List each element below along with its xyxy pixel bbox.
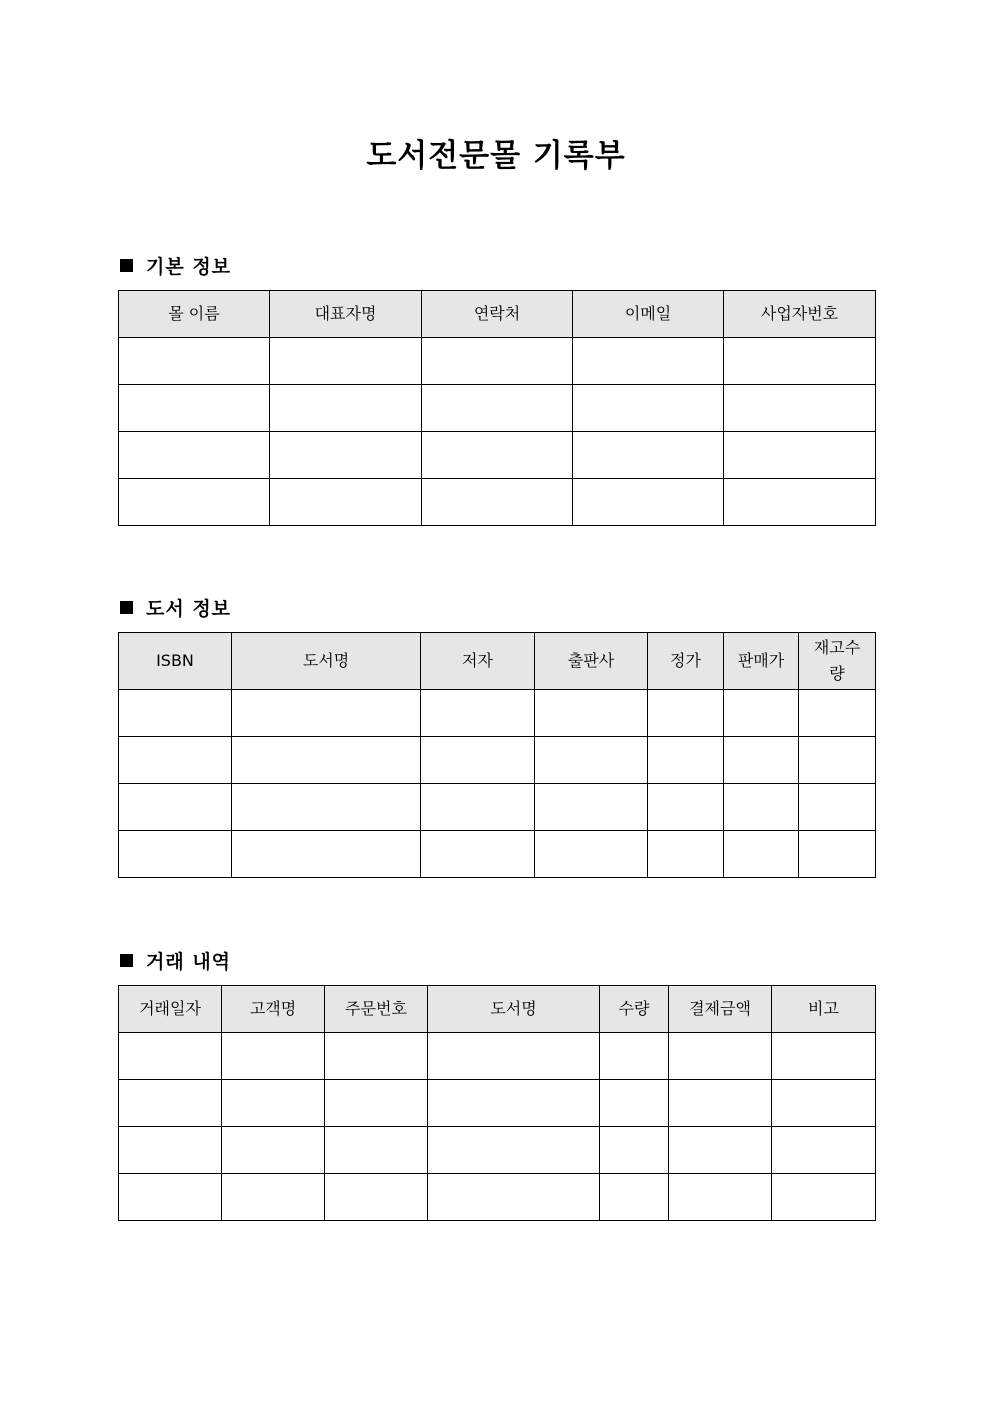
table-cell[interactable] [119, 1080, 222, 1127]
table-row [119, 1080, 876, 1127]
table-cell[interactable] [119, 479, 270, 526]
column-header-author: 저자 [421, 633, 535, 690]
table-cell[interactable] [232, 784, 421, 831]
book-info-section [118, 594, 875, 878]
column-header-quantity: 수량 [600, 986, 669, 1033]
table-cell[interactable] [648, 737, 724, 784]
table-cell[interactable] [573, 338, 724, 385]
table-cell[interactable] [648, 831, 724, 878]
table-cell[interactable] [600, 1127, 669, 1174]
table-cell[interactable] [222, 1080, 325, 1127]
table-cell[interactable] [772, 1033, 876, 1080]
column-header-transaction-date: 거래일자 [119, 986, 222, 1033]
column-header-payment-amount: 결제금액 [669, 986, 772, 1033]
table-cell[interactable] [669, 1127, 772, 1174]
table-cell[interactable] [573, 432, 724, 479]
table-cell[interactable] [428, 1127, 600, 1174]
table-cell[interactable] [232, 831, 421, 878]
table-cell[interactable] [422, 432, 573, 479]
transaction-section [118, 947, 875, 1221]
book-info-heading [118, 594, 875, 620]
table-cell[interactable] [600, 1174, 669, 1221]
table-cell[interactable] [724, 784, 799, 831]
column-header-list-price: 정가 [648, 633, 724, 690]
table-row [119, 479, 876, 526]
page-title: 도서전문몰 기록부 [366, 138, 626, 174]
stock-quantity-label: 재고수량 [813, 638, 861, 683]
table-cell[interactable] [669, 1033, 772, 1080]
table-row [119, 1127, 876, 1174]
table-row [119, 784, 876, 831]
table-row [119, 1174, 876, 1221]
table-cell[interactable] [799, 831, 876, 878]
transaction-heading [118, 947, 875, 973]
table-cell[interactable] [648, 784, 724, 831]
table-cell[interactable] [724, 432, 876, 479]
table-cell[interactable] [573, 385, 724, 432]
table-cell[interactable] [428, 1033, 600, 1080]
table-cell[interactable] [799, 737, 876, 784]
column-header-sale-price: 판매가 [724, 633, 799, 690]
table-cell[interactable] [724, 690, 799, 737]
table-cell[interactable] [669, 1080, 772, 1127]
column-header-remarks: 비고 [772, 986, 876, 1033]
table-cell[interactable] [422, 338, 573, 385]
basic-info-section [118, 252, 875, 526]
table-cell[interactable] [421, 831, 535, 878]
table-cell[interactable] [232, 737, 421, 784]
table-cell[interactable] [799, 784, 876, 831]
table-cell[interactable] [428, 1080, 600, 1127]
table-cell[interactable] [724, 479, 876, 526]
column-header-order-number: 주문번호 [325, 986, 428, 1033]
book-info-table [118, 632, 876, 878]
square-bullet-icon [120, 601, 133, 614]
table-cell[interactable] [270, 479, 422, 526]
table-cell[interactable] [535, 784, 648, 831]
table-cell[interactable] [573, 479, 724, 526]
basic-info-heading-label: 기본 정보 [146, 255, 232, 278]
table-cell[interactable] [325, 1127, 428, 1174]
table-cell[interactable] [724, 338, 876, 385]
table-cell[interactable] [724, 831, 799, 878]
column-header-book-title: 도서명 [428, 986, 600, 1033]
table-cell[interactable] [270, 338, 422, 385]
square-bullet-icon [120, 954, 133, 967]
transaction-table [118, 985, 876, 1221]
column-header-email: 이메일 [573, 291, 724, 338]
basic-info-heading [118, 252, 875, 278]
table-cell[interactable] [119, 385, 270, 432]
table-cell[interactable] [119, 784, 232, 831]
table-cell[interactable] [119, 831, 232, 878]
column-header-contact: 연락처 [422, 291, 573, 338]
table-cell[interactable] [799, 690, 876, 737]
table-header-row [119, 633, 876, 690]
column-header-representative: 대표자명 [270, 291, 422, 338]
column-header-mall-name: 몰 이름 [119, 291, 270, 338]
table-cell[interactable] [772, 1080, 876, 1127]
table-cell[interactable] [648, 690, 724, 737]
table-cell[interactable] [325, 1174, 428, 1221]
table-row [119, 1033, 876, 1080]
table-cell[interactable] [421, 737, 535, 784]
basic-info-table [118, 290, 876, 526]
table-cell[interactable] [119, 1174, 222, 1221]
table-cell[interactable] [222, 1033, 325, 1080]
table-cell[interactable] [270, 432, 422, 479]
table-cell[interactable] [772, 1127, 876, 1174]
table-cell[interactable] [535, 690, 648, 737]
table-row [119, 432, 876, 479]
table-cell[interactable] [222, 1127, 325, 1174]
square-bullet-icon [120, 259, 133, 272]
book-info-heading-label: 도서 정보 [146, 597, 232, 620]
table-row [119, 690, 876, 737]
table-cell[interactable] [232, 690, 421, 737]
table-cell[interactable] [119, 1127, 222, 1174]
table-cell[interactable] [535, 737, 648, 784]
table-cell[interactable] [724, 385, 876, 432]
table-cell[interactable] [119, 690, 232, 737]
table-cell[interactable] [222, 1174, 325, 1221]
table-cell[interactable] [600, 1080, 669, 1127]
table-row [119, 385, 876, 432]
column-header-isbn: ISBN [119, 633, 232, 690]
table-row [119, 831, 876, 878]
table-cell[interactable] [600, 1033, 669, 1080]
column-header-business-number: 사업자번호 [724, 291, 876, 338]
table-cell[interactable] [119, 338, 270, 385]
column-header-publisher: 출판사 [535, 633, 648, 690]
table-cell[interactable] [119, 737, 232, 784]
transaction-heading-label: 거래 내역 [146, 950, 232, 973]
table-header-row [119, 291, 876, 338]
column-header-stock-quantity [799, 633, 876, 690]
table-cell[interactable] [119, 1033, 222, 1080]
table-cell[interactable] [422, 385, 573, 432]
table-cell[interactable] [422, 479, 573, 526]
table-row [119, 338, 876, 385]
table-cell[interactable] [669, 1174, 772, 1221]
table-cell[interactable] [428, 1174, 600, 1221]
table-cell[interactable] [772, 1174, 876, 1221]
table-cell[interactable] [270, 385, 422, 432]
table-cell[interactable] [535, 831, 648, 878]
table-cell[interactable] [421, 784, 535, 831]
table-header-row [119, 986, 876, 1033]
column-header-customer-name: 고객명 [222, 986, 325, 1033]
column-header-book-title: 도서명 [232, 633, 421, 690]
table-cell[interactable] [325, 1033, 428, 1080]
table-row [119, 737, 876, 784]
table-cell[interactable] [119, 432, 270, 479]
table-cell[interactable] [421, 690, 535, 737]
table-cell[interactable] [325, 1080, 428, 1127]
table-cell[interactable] [724, 737, 799, 784]
